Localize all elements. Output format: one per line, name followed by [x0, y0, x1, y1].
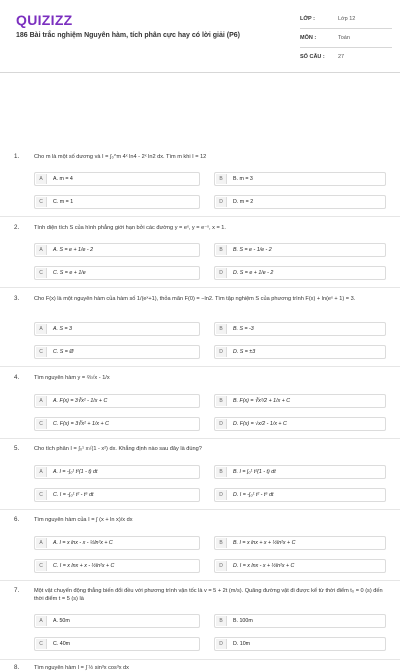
divider	[0, 366, 400, 367]
divider	[0, 509, 400, 510]
option-letter: B	[216, 396, 227, 406]
question-number: 4.	[14, 374, 20, 381]
option-letter: C	[36, 268, 47, 278]
option-b[interactable]	[214, 394, 386, 408]
option-text: A. S = e + 1/e - 2	[53, 247, 94, 253]
option-letter: D	[216, 347, 227, 357]
option-letter: C	[36, 419, 47, 429]
question-number: 8.	[14, 664, 20, 671]
option-d[interactable]	[214, 637, 386, 651]
option-b[interactable]	[214, 322, 386, 336]
question-number: 5.	[14, 445, 20, 452]
option-c[interactable]	[34, 488, 200, 502]
option-letter: A	[36, 396, 47, 406]
option-letter: A	[36, 616, 47, 626]
option-text: B. S = -3	[233, 326, 254, 332]
option-a[interactable]	[34, 243, 200, 257]
option-a[interactable]	[34, 322, 200, 336]
option-text: B. I = x lnx + x + ½ln²x + C	[233, 540, 296, 546]
divider	[0, 659, 400, 660]
option-letter: D	[216, 197, 227, 207]
option-b[interactable]	[214, 172, 386, 186]
option-letter: A	[36, 245, 47, 255]
option-b[interactable]	[214, 465, 386, 479]
divider	[0, 287, 400, 288]
option-text: C. S = Ø	[53, 349, 74, 355]
divider	[0, 580, 400, 581]
page-title: 186 Bài trắc nghiệm Nguyên hàm, tích phân cực hay có lời giải (P6)	[16, 32, 240, 39]
question-number: 1.	[14, 153, 20, 160]
option-b[interactable]	[214, 614, 386, 628]
option-b[interactable]	[214, 243, 386, 257]
option-text: C. I = x lnx + x - ½ln²x + C	[53, 563, 115, 569]
divider	[0, 438, 400, 439]
meta-value: 27	[338, 54, 345, 60]
quizizz-logo: QUIZIZZ	[16, 12, 73, 28]
option-text: C. 40m	[53, 641, 71, 647]
option-letter: A	[36, 467, 47, 477]
option-letter: C	[36, 490, 47, 500]
option-letter: C	[36, 561, 47, 571]
question-text: Tính diện tích S của hình phẳng giới hạn bởi các đường y = eˣ, y = e⁻ˣ, x = 1.	[34, 225, 226, 231]
option-text: B. m = 3	[233, 176, 253, 182]
option-text: D. F(x) = √x/2 - 1/x + C	[233, 421, 287, 427]
option-letter: A	[36, 174, 47, 184]
question-text: Tìm nguyên hàm của I = ∫ (x + ln x)/x dx	[34, 517, 133, 523]
option-letter: D	[216, 419, 227, 429]
option-letter: D	[216, 561, 227, 571]
divider	[0, 216, 400, 217]
option-letter: D	[216, 268, 227, 278]
option-d[interactable]	[214, 266, 386, 280]
option-text: B. S = e - 1/e - 2	[233, 247, 272, 253]
option-c[interactable]	[34, 417, 200, 431]
option-text: A. I = x lnx - x - ½ln²x + C	[53, 540, 113, 546]
option-text: D. S = ±3	[233, 349, 256, 355]
option-c[interactable]	[34, 195, 200, 209]
page-header	[0, 0, 400, 73]
question-text: Một vật chuyển động thẳng biến đổi đều với phương trình vận tốc là v = 5 + 2t (m/s). Quãng đường vật đi được kể từ thời điểm t₀ = 0 (s) đến thời điểm t = 5 (s) là	[34, 588, 383, 602]
option-text: A. m = 4	[53, 176, 73, 182]
option-letter: C	[36, 347, 47, 357]
option-text: D. I = x lnx - x + ½ln²x + C	[233, 563, 295, 569]
option-text: C. S = e + 1/e	[53, 270, 86, 276]
option-text: C. I = -∫₀¹ t² - t⁵ dt	[53, 492, 94, 498]
option-a[interactable]	[34, 394, 200, 408]
option-d[interactable]	[214, 488, 386, 502]
option-a[interactable]	[34, 172, 200, 186]
option-d[interactable]	[214, 417, 386, 431]
option-text: C. F(x) = 3∛x² + 1/x + C	[53, 421, 109, 427]
option-letter: C	[36, 639, 47, 649]
question-number: 3.	[14, 295, 20, 302]
option-c[interactable]	[34, 559, 200, 573]
option-letter: B	[216, 538, 227, 548]
option-text: C. m = 1	[53, 199, 74, 205]
option-text: A. I = -∫₀¹ t²(1 - t) dt	[53, 469, 98, 475]
question-text: Cho tích phân I = ∫₀¹ x√(1 - x²) dx. Khẳng định nào sau đây là đúng?	[34, 446, 202, 452]
option-text: A. 50m	[53, 618, 70, 624]
meta-value: Lớp 12	[338, 16, 356, 22]
option-d[interactable]	[214, 345, 386, 359]
meta-label: LỚP :	[300, 16, 315, 22]
option-a[interactable]	[34, 536, 200, 550]
option-a[interactable]	[34, 614, 200, 628]
option-c[interactable]	[34, 637, 200, 651]
meta-label: SỐ CÂU :	[300, 54, 325, 60]
question-text: Tìm nguyên hàm y = ⅔√x - 1/x	[34, 375, 110, 381]
meta-row-subject	[300, 29, 392, 48]
option-d[interactable]	[214, 559, 386, 573]
question-text: Cho m là một số dương và I = ∫₀^m 4ˣ ln4 - 2ˣ ln2 dx. Tìm m khi I = 12	[34, 154, 207, 160]
question-number: 6.	[14, 516, 20, 523]
meta-row-count	[300, 48, 392, 66]
option-text: D. m = 2	[233, 199, 254, 205]
option-text: B. I = ∫₀¹ t²(1 - t) dt	[233, 469, 276, 475]
option-letter: B	[216, 616, 227, 626]
option-letter: C	[36, 197, 47, 207]
option-letter: B	[216, 174, 227, 184]
option-letter: B	[216, 245, 227, 255]
question-number: 7.	[14, 587, 20, 594]
option-letter: B	[216, 324, 227, 334]
option-text: D. S = e + 1/e - 2	[233, 270, 274, 276]
option-c[interactable]	[34, 266, 200, 280]
option-letter: D	[216, 490, 227, 500]
option-text: A. F(x) = 3∛x² - 1/x + C	[53, 398, 108, 404]
option-a[interactable]	[34, 465, 200, 479]
meta-value: Toán	[338, 35, 350, 41]
question-number: 2.	[14, 224, 20, 231]
option-d[interactable]	[214, 195, 386, 209]
meta-table	[300, 10, 392, 66]
option-letter: A	[36, 324, 47, 334]
option-letter: D	[216, 639, 227, 649]
meta-row-class	[300, 10, 392, 29]
option-letter: B	[216, 467, 227, 477]
option-c[interactable]	[34, 345, 200, 359]
option-b[interactable]	[214, 536, 386, 550]
option-text: B. F(x) = ∛x²/2 + 1/x + C	[233, 398, 291, 404]
option-text: D. 10m	[233, 641, 251, 647]
option-text: A. S = 3	[53, 326, 72, 332]
option-letter: A	[36, 538, 47, 548]
option-text: B. 100m	[233, 618, 253, 624]
meta-label: MÔN :	[300, 35, 317, 41]
question-text: Tìm nguyên hàm I = ∫ ½ sin³x cos³x dx	[34, 665, 129, 671]
question-text: Cho F(x) là một nguyên hàm của hàm số 1/(eˣ+1), thỏa mãn F(0) = −ln2. Tìm tập nghiệm S của phương trình F(x) + ln(eˣ + 1) = 3.	[34, 296, 356, 302]
option-text: D. I = -∫₀¹ t² - t⁵ dt	[233, 492, 274, 498]
